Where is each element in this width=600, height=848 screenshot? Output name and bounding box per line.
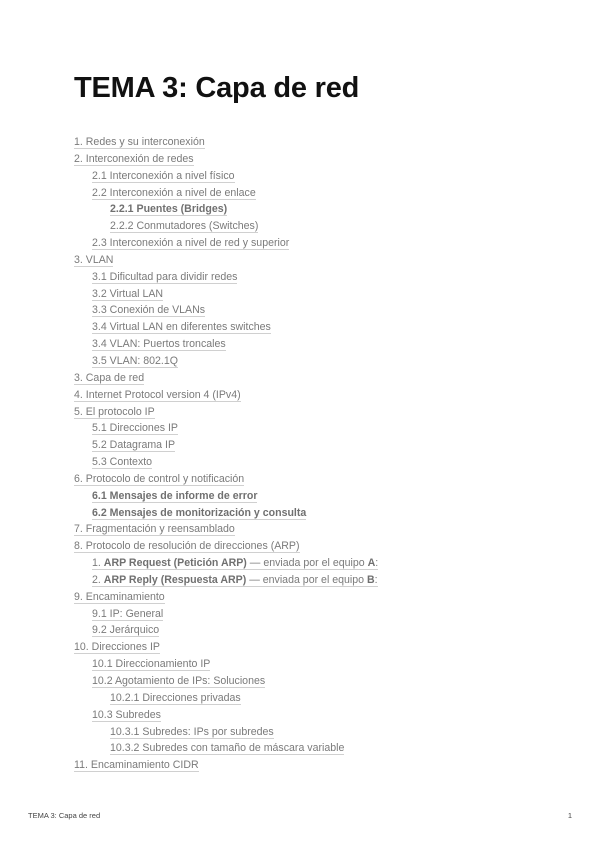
toc-item[interactable] [74, 387, 574, 404]
toc-link[interactable]: 11. Encaminamiento CIDR [74, 759, 199, 772]
toc-text: : [374, 573, 378, 586]
toc-bold-text: ARP Request (Petición ARP) [103, 557, 247, 570]
toc-number: 1. [92, 557, 101, 570]
toc-item[interactable] [74, 589, 574, 606]
toc-text: — enviada por el equipo [246, 573, 367, 586]
toc-bold-text: ARP Reply (Respuesta ARP) [103, 573, 247, 586]
toc-link[interactable]: 10. Direcciones IP [74, 641, 160, 654]
toc-link[interactable] [92, 574, 378, 587]
toc-item[interactable] [74, 404, 574, 421]
toc-item[interactable] [74, 302, 574, 319]
toc-item[interactable] [74, 235, 574, 252]
toc-item[interactable] [74, 505, 574, 522]
toc-link[interactable]: 3.2 Virtual LAN [92, 287, 164, 300]
toc-item[interactable] [74, 218, 574, 235]
toc-item[interactable] [74, 656, 574, 673]
toc-link[interactable]: 6.1 Mensajes de informe de error [92, 489, 258, 502]
toc-link[interactable]: 5.2 Datagrama IP [92, 439, 176, 452]
toc-link[interactable]: 3.4 Virtual LAN en diferentes switches [92, 321, 271, 334]
toc-item[interactable] [74, 757, 574, 774]
toc-link[interactable]: 2.1 Interconexión a nivel físico [92, 169, 235, 182]
toc-item[interactable] [74, 437, 574, 454]
toc-link[interactable]: 2. Interconexión de redes [74, 152, 194, 165]
toc-item[interactable] [74, 134, 574, 151]
toc-link[interactable]: 2.2.2 Conmutadores (Switches) [110, 220, 259, 233]
toc-item[interactable] [74, 252, 574, 269]
toc-item[interactable] [74, 336, 574, 353]
toc-link[interactable]: 3.3 Conexión de VLANs [92, 304, 206, 317]
table-of-contents [74, 134, 574, 774]
toc-item[interactable] [74, 622, 574, 639]
toc-item[interactable] [74, 286, 574, 303]
toc-item[interactable] [74, 606, 574, 623]
toc-bold-text: B [367, 573, 375, 586]
toc-link[interactable]: 3.1 Dificultad para dividir redes [92, 270, 238, 283]
toc-link[interactable]: 9.1 IP: General [92, 607, 164, 620]
toc-item[interactable] [74, 454, 574, 471]
toc-item[interactable] [74, 353, 574, 370]
toc-item[interactable] [74, 740, 574, 757]
toc-link[interactable]: 9.2 Jerárquico [92, 624, 160, 637]
toc-item[interactable] [74, 370, 574, 387]
toc-link[interactable] [92, 557, 378, 570]
toc-item[interactable] [74, 555, 574, 572]
toc-item[interactable] [74, 471, 574, 488]
toc-item[interactable] [74, 639, 574, 656]
toc-item[interactable] [74, 420, 574, 437]
toc-link[interactable]: 5.3 Contexto [92, 456, 153, 469]
toc-link[interactable]: 10.3 Subredes [92, 708, 161, 721]
toc-link[interactable]: 2.3 Interconexión a nivel de red y superior [92, 237, 290, 250]
toc-link[interactable]: 2.2.1 Puentes (Bridges) [110, 203, 228, 216]
toc-item[interactable] [74, 521, 574, 538]
toc-link[interactable]: 5. El protocolo IP [74, 405, 155, 418]
footer-document-title: TEMA 3: Capa de red [28, 811, 101, 820]
footer-page-number: 1 [567, 811, 572, 820]
toc-link[interactable]: 7. Fragmentación y reensamblado [74, 523, 235, 536]
toc-item[interactable] [74, 151, 574, 168]
toc-link[interactable]: 10.2 Agotamiento de IPs: Soluciones [92, 675, 266, 687]
page-title: TEMA 3: Capa de red [74, 72, 360, 104]
toc-link[interactable]: 8. Protocolo de resolución de direcciones (ARP) [74, 540, 300, 553]
toc-item[interactable] [74, 724, 574, 741]
toc-text: — enviada por el equipo [246, 557, 368, 570]
toc-link[interactable]: 9. Encaminamiento [74, 590, 165, 603]
toc-item[interactable] [74, 572, 574, 589]
toc-link[interactable]: 6.2 Mensajes de monitorización y consulta [92, 506, 307, 519]
toc-link[interactable]: 10.2.1 Direcciones privadas [110, 691, 241, 704]
toc-item[interactable] [74, 185, 574, 202]
toc-link[interactable]: 3.5 VLAN: 802.1Q [92, 354, 178, 367]
toc-link[interactable]: 10.3.1 Subredes: IPs por subredes [110, 725, 274, 738]
toc-link[interactable]: 10.3.2 Subredes con tamaño de máscara variable [110, 742, 345, 755]
toc-item[interactable] [74, 673, 574, 690]
toc-text: : [375, 557, 379, 570]
toc-bold-text: A [367, 557, 376, 570]
toc-item[interactable] [74, 707, 574, 724]
toc-link[interactable]: 1. Redes y su interconexión [74, 136, 205, 148]
toc-link[interactable]: 6. Protocolo de control y notificación [74, 472, 245, 485]
toc-item[interactable] [74, 319, 574, 336]
toc-item[interactable] [74, 269, 574, 286]
toc-item[interactable] [74, 201, 574, 218]
toc-link[interactable]: 4. Internet Protocol version 4 (IPv4) [74, 388, 241, 401]
toc-item[interactable] [74, 538, 574, 555]
toc-item[interactable] [74, 488, 574, 505]
toc-link[interactable]: 2.2 Interconexión a nivel de enlace [92, 186, 256, 199]
toc-link[interactable]: 5.1 Direcciones IP [92, 422, 178, 435]
toc-item[interactable] [74, 168, 574, 185]
toc-link[interactable]: 3.4 VLAN: Puertos troncales [92, 338, 226, 351]
toc-item[interactable] [74, 690, 574, 707]
toc-link[interactable]: 3. Capa de red [74, 371, 145, 384]
toc-link[interactable]: 10.1 Direccionamiento IP [92, 658, 211, 671]
toc-link[interactable]: 3. VLAN [74, 253, 114, 266]
toc-number: 2. [92, 573, 101, 586]
